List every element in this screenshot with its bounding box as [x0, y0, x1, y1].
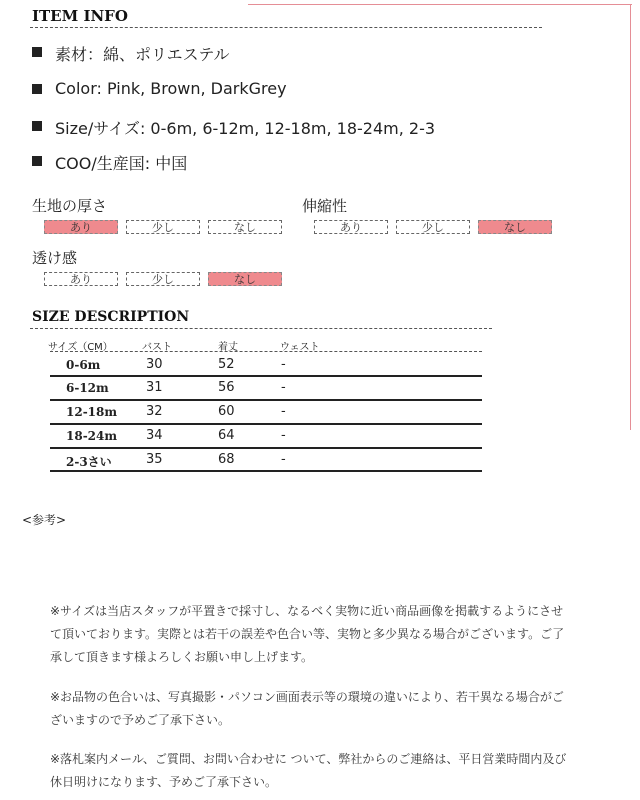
thickness-option-nashi: なし	[208, 220, 282, 234]
header-bust: バスト	[142, 342, 172, 353]
coo-line: COO/生産国: 中国	[55, 154, 188, 173]
header-length: 着丈	[218, 342, 238, 353]
row-bust: 30	[146, 357, 163, 372]
item-info-title: ITEM INFO	[32, 7, 128, 25]
row-bust: 34	[146, 428, 163, 443]
reference-title: <参考>	[22, 513, 67, 527]
transparency-option-sukoshi: 少し	[126, 272, 200, 286]
thickness-label: 生地の厚さ	[32, 197, 108, 215]
size-description-title: SIZE DESCRIPTION	[32, 309, 190, 325]
row-bust: 35	[146, 452, 163, 467]
row-size-label: 2-3さい	[66, 455, 112, 469]
row-bust: 31	[146, 380, 163, 395]
transparency-option-nashi: なし	[208, 272, 282, 286]
row-length: 60	[218, 404, 235, 419]
color-line: Color: Pink, Brown, DarkGrey	[55, 79, 287, 98]
header-waist: ウェスト	[280, 342, 320, 353]
thickness-option-ari: あり	[44, 220, 118, 234]
item-info-divider	[30, 27, 542, 28]
row-length: 52	[218, 357, 235, 372]
thickness-option-sukoshi: 少し	[126, 220, 200, 234]
note-color-difference: ※お品物の色合いは、写真撮影・パソコン画面表示等の環境の違いにより、若干異なる場合がございますので予めご了承下さい。	[50, 690, 564, 727]
note-contact-hours: ※落札案内メール、ご質問、お問い合わせに ついて、弊社からのご連絡は、平日営業時間内及び休日明けになります、予めご了承下さい。	[50, 752, 567, 789]
header-size: サイズ（CM）	[48, 342, 113, 353]
transparency-option-ari: あり	[44, 272, 118, 286]
table-row-divider	[50, 470, 482, 472]
row-size-label: 0-6m	[66, 358, 101, 372]
table-row-divider	[50, 423, 482, 425]
frame-right-line	[630, 4, 631, 430]
stretch-option-sukoshi: 少し	[396, 220, 470, 234]
bullet-square	[32, 84, 42, 94]
header-underline	[50, 351, 482, 352]
table-row-divider	[50, 375, 482, 377]
row-bust: 32	[146, 404, 163, 419]
row-waist: -	[281, 357, 286, 372]
frame-top-line	[248, 4, 632, 5]
table-row-divider	[50, 447, 482, 449]
row-size-label: 6-12m	[66, 381, 109, 395]
row-size-label: 18-24m	[66, 429, 118, 443]
row-waist: -	[281, 452, 286, 467]
row-size-label: 12-18m	[66, 405, 118, 419]
row-waist: -	[281, 380, 286, 395]
bullet-square	[32, 121, 42, 131]
material-line: 素材：綿、ポリエステル	[55, 45, 230, 64]
bullet-square	[32, 47, 42, 57]
size-line: Size/サイズ: 0-6m, 6-12m, 12-18m, 18-24m, 2-3	[55, 119, 436, 138]
row-waist: -	[281, 404, 286, 419]
row-waist: -	[281, 428, 286, 443]
row-length: 68	[218, 452, 235, 467]
row-length: 56	[218, 380, 235, 395]
transparency-label: 透け感	[32, 249, 78, 267]
stretch-option-ari: あり	[314, 220, 388, 234]
stretch-label: 伸縮性	[302, 197, 348, 215]
row-length: 64	[218, 428, 235, 443]
stretch-option-nashi: なし	[478, 220, 552, 234]
note-size-measurement: ※サイズは当店スタッフが平置きで採寸し、なるべく実物に近い商品画像を掲載するようにさせて頂いております。実際とは若干の誤差や色合い等、実物と多少異なる場合がございます。ご了承して頂きます様よろしくお願い申し上げます。	[50, 604, 565, 664]
table-row-divider	[50, 399, 482, 401]
size-description-divider	[30, 328, 492, 329]
bullet-square	[32, 156, 42, 166]
